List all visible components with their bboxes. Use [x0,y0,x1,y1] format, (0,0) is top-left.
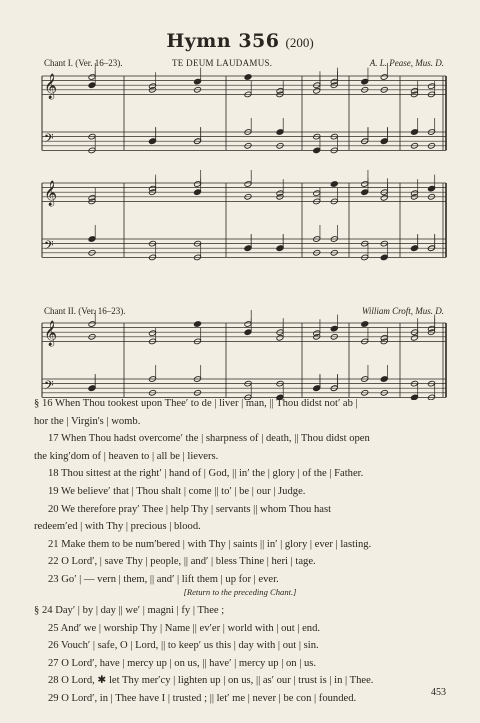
hymn-title: Hymn 356 [166,30,280,52]
hymn-number: (200) [285,35,314,50]
verse-line: 29 O Lord′, in | Thee have I | trusted ; || let′ me | never | be con | founded. [48,692,357,704]
note-head [361,189,369,196]
verse-line: 18 Thou sittest at the right′ | hand of | God, || in′ the | glory | of the | Father. [48,468,364,480]
note-head [88,74,96,81]
note-head [244,321,252,328]
note-head [194,321,202,328]
note-head [361,78,369,85]
note-head [330,325,338,332]
note-head [88,236,96,243]
note-head [313,385,321,392]
note-head [244,74,252,81]
note-head [361,321,369,328]
chant1-name: TE DEUM LAUDAMUS. [172,58,273,68]
verse-line: 28 O Lord, ✱ let Thy mer′cy | lighten up | on us, || as′ our | trust is | in | Thee. [48,675,374,687]
verse-line: 23 Go′ | — vern | them, || and′ | lift them | up for | ever. [48,573,279,585]
note-head [380,376,388,383]
note-head [361,181,369,188]
verse-line: 21 Make them to be num′bered | with Thy | saints || in′ | glory | ever | lasting. [48,538,372,550]
note-head [88,82,96,89]
chant2-composer: William Croft, Mus. D. [361,306,444,316]
note-head [276,334,284,341]
verse-line: 22 O Lord′, | save Thy | people, || and′ | bless Thine | heri | tage. [48,556,316,568]
note-head [276,129,284,136]
note-head [88,321,96,328]
chant2-label: Chant II. (Ver. 16–23). [44,306,126,316]
chant1-composer: A. L. Pease, Mus. D. [369,58,444,68]
verse-line: 19 We believe′ that | Thou shalt | come || to′ | be | our | Judge. [48,485,306,497]
note-head [411,129,419,136]
verses-second-block [34,602,454,708]
verse-line: § 16 When Thou tookest upon Thee′ to de | liver | man, || Thou didst not′ ab | [34,398,358,409]
note-head [149,330,157,337]
note-head [276,245,284,252]
treble-clef-icon: 𝄞 [44,321,58,346]
verse-line: hor the | Virgin's | womb. [34,415,141,427]
bass-clef-icon: 𝄢 [44,378,54,396]
chant1-label: Chant I. (Ver. 16–23). [44,58,123,68]
note-head [313,147,321,154]
treble-clef-icon: 𝄞 [44,74,58,99]
note-head [244,329,252,336]
verse-line: 20 We therefore pray′ Thee | help Thy | servants || whom Thou hast [48,503,332,515]
note-head [313,190,321,197]
note-head [380,194,388,201]
note-head [194,181,202,188]
note-head [330,181,338,188]
verse-line: § 24 Day′ | by | day || we′ | magni | fy | Thee ; [34,605,225,616]
verse-line: redeem′ed | with Thy | precious | blood. [34,521,201,533]
note-head [149,138,157,145]
note-head [244,181,252,188]
note-head [380,74,388,81]
note-head [380,254,388,261]
note-head [194,78,202,85]
note-head [194,189,202,196]
return-note: [Return to the preceding Chant.] [183,587,297,597]
bass-clef-icon: 𝄢 [44,238,54,256]
verse-line: 25 And′ we | worship Thy | Name || ev′er | world with | out | end. [48,622,321,634]
page-number: 453 [431,687,446,698]
note-head [411,245,419,252]
verse-line: 26 Vouch′ | safe, O | Lord, || to keep′ us this | day with | out | sin. [48,640,319,652]
verses-first-block [34,395,454,589]
note-head [428,185,436,192]
bass-clef-icon: 𝄢 [44,131,54,149]
note-head [313,87,321,94]
verse-line: the king′dom of | heaven to | all be | lievers. [34,450,219,462]
verse-line: 27 O Lord′, have | mercy up | on us, || have′ | mercy up | on | us. [48,657,317,669]
treble-clef-icon: 𝄞 [44,181,58,206]
note-head [411,334,419,341]
verse-line: 17 When Thou hadst overcome′ the | sharpness of | death, || Thou didst open [48,433,370,445]
note-head [428,83,436,90]
